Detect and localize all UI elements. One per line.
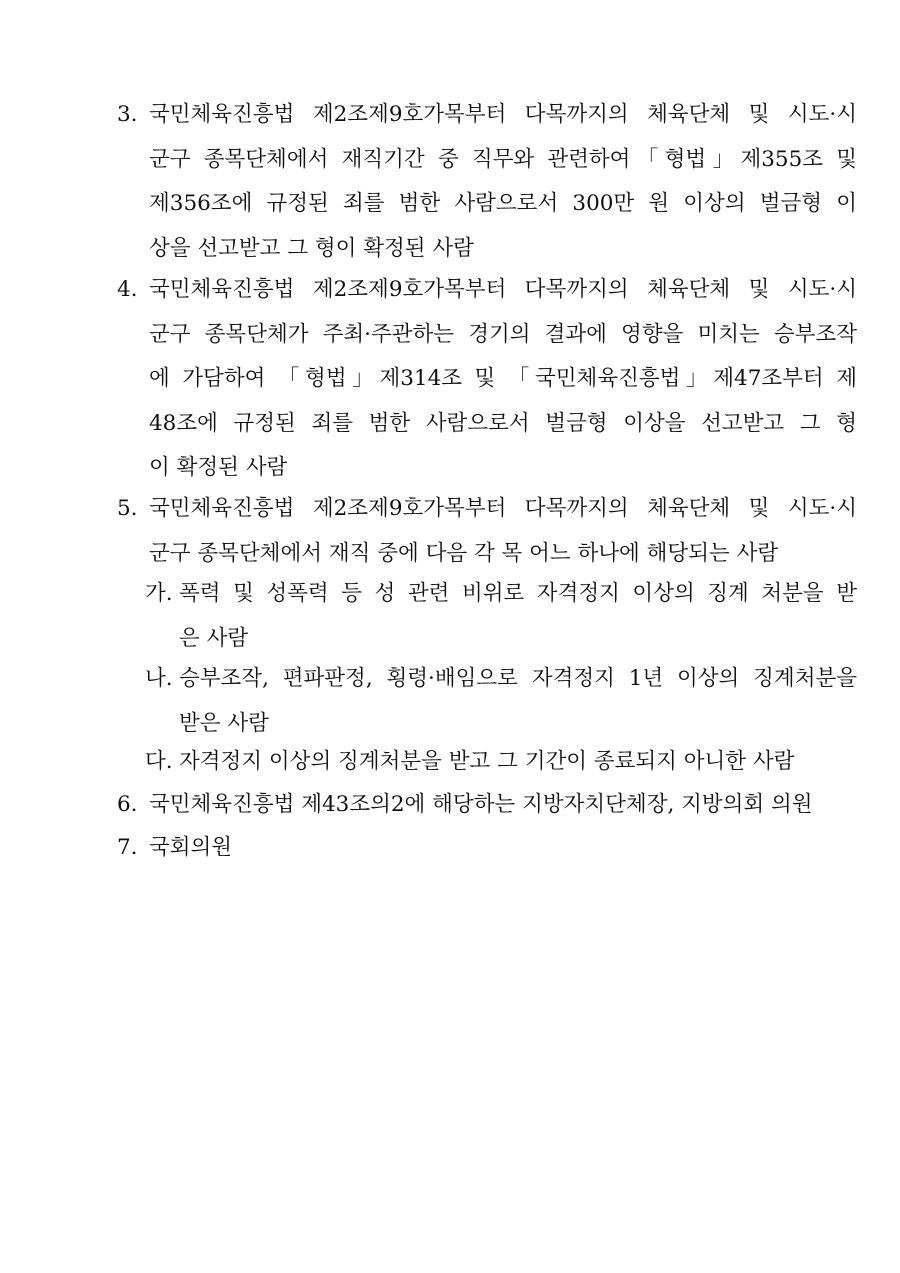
text-line: 제356조에 규정된 죄를 범한 사람으로서 300만 원 이상의 벌금형 이 — [149, 191, 857, 216]
text-line: 승부조작, 편파판정, 횡령·배임으로 자격정지 1년 이상의 징계처분을 — [179, 666, 857, 691]
text-line: 국민체육진흥법 제2조제9호가목부터 다목까지의 체육단체 및 시도·시 — [149, 102, 857, 127]
text-line: 받은 사람 — [179, 710, 269, 736]
list-number: 3. — [117, 102, 138, 127]
list-text — [117, 783, 857, 828]
text-line: 이 확정된 사람 — [149, 455, 288, 480]
text-line: 에 가담하여 「형법」제314조 및 「국민체육진흥법」제47조부터 제 — [149, 366, 857, 391]
list-number: 7. — [117, 835, 138, 860]
sub-number: 다. — [145, 749, 173, 774]
text-line: 자격정지 이상의 징계처분을 받고 그 기간이 종료되지 아니한 사람 — [179, 749, 795, 774]
sub-item-na — [145, 657, 857, 746]
sub-number: 나. — [145, 666, 173, 691]
list-item-7 — [117, 826, 857, 871]
list-text — [117, 826, 857, 871]
sub-item-da — [145, 740, 857, 785]
text-line: 상을 선고받고 그 형이 확정된 사람 — [149, 235, 474, 261]
text-line: 군구 종목단체에서 재직 중에 다음 각 목 어느 하나에 해당되는 사람 — [149, 540, 779, 566]
sub-item-ga — [145, 572, 857, 661]
text-line: 국회의원 — [149, 835, 233, 860]
list-text — [117, 487, 857, 576]
sub-text — [145, 740, 857, 785]
text-line: 48조에 규정된 죄를 범한 사람으로서 벌금형 이상을 선고받고 그 형 — [149, 410, 857, 436]
text-line: 국민체육진흥법 제2조제9호가목부터 다목까지의 체육단체 및 시도·시 — [149, 496, 857, 521]
sub-text — [145, 572, 857, 661]
list-item-4 — [117, 268, 857, 491]
list-text — [117, 268, 857, 491]
text-line: 국민체육진흥법 제2조제9호가목부터 다목까지의 체육단체 및 시도·시 — [149, 277, 857, 302]
list-number: 6. — [117, 792, 138, 817]
text-line: 국민체육진흥법 제43조의2에 해당하는 지방자치단체장, 지방의회 의원 — [149, 792, 813, 817]
text-line: 은 사람 — [179, 625, 249, 651]
text-line: 군구 종목단체가 주최·주관하는 경기의 결과에 영향을 미치는 승부조작 — [149, 321, 857, 347]
sub-number: 가. — [145, 581, 173, 606]
list-text — [117, 93, 857, 271]
text-line: 군구 종목단체에서 재직기간 중 직무와 관련하여「형법」제355조 및 — [149, 146, 857, 172]
sub-text — [145, 657, 857, 746]
list-item-5 — [117, 487, 857, 576]
list-number: 5. — [117, 496, 138, 521]
list-item-3 — [117, 93, 857, 271]
list-item-6 — [117, 783, 857, 828]
text-line: 폭력 및 성폭력 등 성 관련 비위로 자격정지 이상의 징계 처분을 받 — [179, 581, 857, 606]
list-number: 4. — [117, 277, 138, 302]
